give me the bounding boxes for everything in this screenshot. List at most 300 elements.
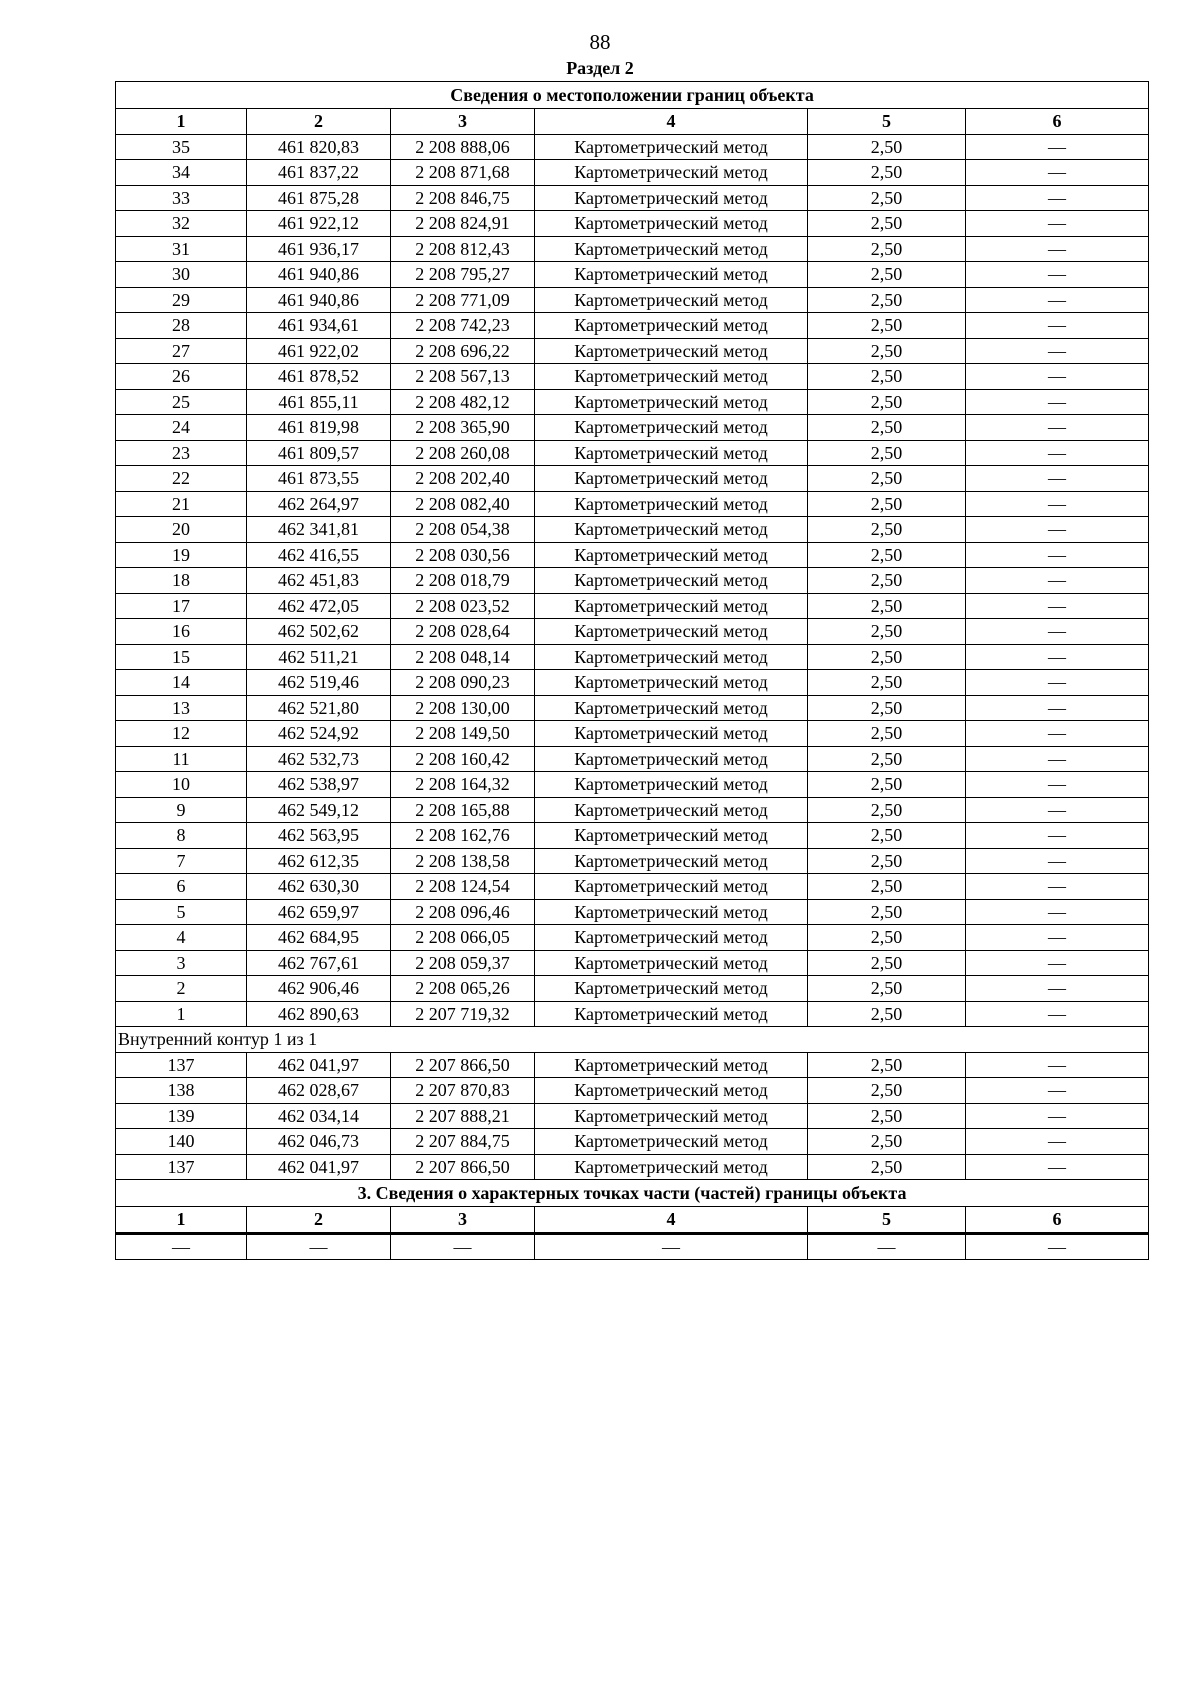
column-header-1: 1: [116, 1207, 247, 1234]
table-cell-col-6: —: [966, 389, 1149, 415]
table-row: [116, 823, 1149, 849]
table-cell-col-3: 2 208 365,90: [391, 415, 535, 441]
table-cell-col-2: 462 511,21: [247, 644, 391, 670]
table-cell-col-6: —: [966, 950, 1149, 976]
table-cell-col-4: Картометрический метод: [535, 976, 808, 1002]
table-cell-col-2: 462 630,30: [247, 874, 391, 900]
table-cell-col-6: —: [966, 364, 1149, 390]
table-row: [116, 517, 1149, 543]
table-cell-col-1: 18: [116, 568, 247, 594]
table-cell-col-6: —: [966, 695, 1149, 721]
table-row: [116, 440, 1149, 466]
table-row: [116, 185, 1149, 211]
table-cell-col-2: 462 684,95: [247, 925, 391, 951]
table-cell-col-2: 461 940,86: [247, 262, 391, 288]
table-row: [116, 211, 1149, 237]
section3-header-row: [116, 1207, 1149, 1234]
table-cell-col-5: 2,50: [808, 211, 966, 237]
table-cell-col-3: 2 208 059,37: [391, 950, 535, 976]
table-cell-col-1: 137: [116, 1154, 247, 1180]
table-cell-col-5: 2,50: [808, 262, 966, 288]
table-cell-col-2: 461 922,02: [247, 338, 391, 364]
table-cell-col-5: 2,50: [808, 976, 966, 1002]
table-cell-col-4: Картометрический метод: [535, 568, 808, 594]
table-cell-col-4: Картометрический метод: [535, 950, 808, 976]
table-cell-col-6: —: [966, 772, 1149, 798]
table-cell-col-2: 461 936,17: [247, 236, 391, 262]
table-cell-col-5: 2,50: [808, 1078, 966, 1104]
table-cell-col-5: 2,50: [808, 287, 966, 313]
table-cell-col-6: —: [966, 211, 1149, 237]
table-cell-col-1: 25: [116, 389, 247, 415]
table-cell-col-4: Картометрический метод: [535, 925, 808, 951]
table-row: [116, 1233, 1149, 1260]
table-cell-col-1: 12: [116, 721, 247, 747]
table-cell-col-2: 461 934,61: [247, 313, 391, 339]
table-cell-col-2: 461 922,12: [247, 211, 391, 237]
table-cell-col-3: 2 208 771,09: [391, 287, 535, 313]
table-row: [116, 262, 1149, 288]
table-cell-col-3: 2 208 149,50: [391, 721, 535, 747]
table-cell-col-2: 461 878,52: [247, 364, 391, 390]
table-row: [116, 466, 1149, 492]
table-cell-col-2: 462 472,05: [247, 593, 391, 619]
table-cell-col-5: 2,50: [808, 466, 966, 492]
table-cell-col-3: 2 208 030,56: [391, 542, 535, 568]
column-header-2: 2: [247, 1207, 391, 1234]
table-cell-col-4: Картометрический метод: [535, 134, 808, 160]
table-cell-col-1: 138: [116, 1078, 247, 1104]
table-cell-col-5: 2,50: [808, 1001, 966, 1027]
table-cell-col-3: 2 208 048,14: [391, 644, 535, 670]
table-row: [116, 338, 1149, 364]
table-cell-col-1: 140: [116, 1129, 247, 1155]
table-cell-col-2: 462 028,67: [247, 1078, 391, 1104]
table-cell-col-1: 19: [116, 542, 247, 568]
table-cell-col-6: —: [966, 823, 1149, 849]
table-cell-col-1: 28: [116, 313, 247, 339]
table-cell-col-5: 2,50: [808, 1154, 966, 1180]
table-cell-col-3: 2 208 018,79: [391, 568, 535, 594]
table-cell-col-1: 8: [116, 823, 247, 849]
table-row: [116, 287, 1149, 313]
table-cell-col-4: —: [535, 1233, 808, 1260]
table-cell-col-3: 2 208 082,40: [391, 491, 535, 517]
table-row: [116, 134, 1149, 160]
table-cell-col-6: —: [966, 568, 1149, 594]
table-cell-col-1: 137: [116, 1052, 247, 1078]
table-cell-col-4: Картометрический метод: [535, 1129, 808, 1155]
table-cell-col-1: 33: [116, 185, 247, 211]
table-cell-col-5: 2,50: [808, 542, 966, 568]
table-cell-col-1: —: [116, 1233, 247, 1260]
table-cell-col-3: 2 208 065,26: [391, 976, 535, 1002]
table-cell-col-5: 2,50: [808, 695, 966, 721]
table-cell-col-4: Картометрический метод: [535, 313, 808, 339]
table-cell-col-4: Картометрический метод: [535, 287, 808, 313]
table-cell-col-5: 2,50: [808, 364, 966, 390]
table-cell-col-4: Картометрический метод: [535, 236, 808, 262]
table-cell-col-5: 2,50: [808, 415, 966, 441]
table-cell-col-3: 2 208 090,23: [391, 670, 535, 696]
table-cell-col-5: 2,50: [808, 619, 966, 645]
table-cell-col-6: —: [966, 160, 1149, 186]
table-cell-col-2: 462 264,97: [247, 491, 391, 517]
table-row: [116, 236, 1149, 262]
table-cell-col-1: 9: [116, 797, 247, 823]
table-cell-col-6: —: [966, 1233, 1149, 1260]
table-cell-col-5: 2,50: [808, 185, 966, 211]
table-cell-col-4: Картометрический метод: [535, 185, 808, 211]
table-cell-col-2: 461 837,22: [247, 160, 391, 186]
table-row: [116, 746, 1149, 772]
table-cell-col-6: —: [966, 619, 1149, 645]
table-cell-col-4: Картометрический метод: [535, 1154, 808, 1180]
table-cell-col-2: 461 873,55: [247, 466, 391, 492]
table-cell-col-2: 462 532,73: [247, 746, 391, 772]
table-cell-col-3: 2 208 162,76: [391, 823, 535, 849]
table-cell-col-5: 2,50: [808, 313, 966, 339]
table-cell-col-4: Картометрический метод: [535, 695, 808, 721]
table-cell-col-6: —: [966, 236, 1149, 262]
table-cell-col-3: 2 208 482,12: [391, 389, 535, 415]
table-cell-col-1: 6: [116, 874, 247, 900]
table-cell-col-1: 2: [116, 976, 247, 1002]
table-cell-col-5: 2,50: [808, 644, 966, 670]
table-cell-col-5: 2,50: [808, 848, 966, 874]
table-cell-col-1: 34: [116, 160, 247, 186]
table-cell-col-6: —: [966, 415, 1149, 441]
table-cell-col-2: 462 041,97: [247, 1154, 391, 1180]
table-row: [116, 899, 1149, 925]
table-cell-col-4: Картометрический метод: [535, 1078, 808, 1104]
table-cell-col-2: 462 046,73: [247, 1129, 391, 1155]
table-cell-col-1: 10: [116, 772, 247, 798]
table-cell-col-3: 2 208 165,88: [391, 797, 535, 823]
table-cell-col-6: —: [966, 134, 1149, 160]
table-cell-col-3: 2 208 164,32: [391, 772, 535, 798]
table-cell-col-5: 2,50: [808, 925, 966, 951]
table-cell-col-6: —: [966, 976, 1149, 1002]
table-cell-col-4: Картометрический метод: [535, 823, 808, 849]
section-title: Раздел 2: [566, 58, 634, 78]
table-row: [116, 1078, 1149, 1104]
table-cell-col-3: 2 208 846,75: [391, 185, 535, 211]
table-cell-col-4: Картометрический метод: [535, 542, 808, 568]
table-cell-col-1: 31: [116, 236, 247, 262]
table-cell-col-5: 2,50: [808, 1103, 966, 1129]
table-cell-col-6: —: [966, 1103, 1149, 1129]
column-header-5: 5: [808, 109, 966, 135]
table-cell-col-4: Картометрический метод: [535, 772, 808, 798]
table-cell-col-4: Картометрический метод: [535, 1001, 808, 1027]
table-cell-col-2: 462 416,55: [247, 542, 391, 568]
column-header-1: 1: [116, 109, 247, 135]
table-cell-col-1: 22: [116, 466, 247, 492]
table-cell-col-6: —: [966, 874, 1149, 900]
table-cell-col-6: —: [966, 670, 1149, 696]
table-cell-col-5: 2,50: [808, 160, 966, 186]
table-cell-col-2: 461 940,86: [247, 287, 391, 313]
page-number: 88: [589, 30, 611, 54]
table-cell-col-4: Картометрический метод: [535, 797, 808, 823]
table-row: [116, 542, 1149, 568]
table-cell-col-3: 2 208 260,08: [391, 440, 535, 466]
table-row: [116, 670, 1149, 696]
table-cell-col-5: 2,50: [808, 823, 966, 849]
table-cell-col-4: Картометрический метод: [535, 262, 808, 288]
table-cell-col-3: 2 208 160,42: [391, 746, 535, 772]
table-cell-col-2: 462 659,97: [247, 899, 391, 925]
table-cell-col-4: Картометрический метод: [535, 517, 808, 543]
table-cell-col-3: 2 208 028,64: [391, 619, 535, 645]
table-cell-col-5: 2,50: [808, 440, 966, 466]
table-cell-col-1: 21: [116, 491, 247, 517]
table-caption: Сведения о местоположении границ объекта: [116, 82, 1149, 109]
table-row: [116, 415, 1149, 441]
table-cell-col-3: 2 208 871,68: [391, 160, 535, 186]
table-cell-col-5: —: [808, 1233, 966, 1260]
table-cell-col-3: 2 208 824,91: [391, 211, 535, 237]
table-cell-col-1: 14: [116, 670, 247, 696]
table-cell-col-2: 462 519,46: [247, 670, 391, 696]
table-cell-col-2: 461 809,57: [247, 440, 391, 466]
table-cell-col-6: —: [966, 593, 1149, 619]
table-cell-col-3: 2 207 870,83: [391, 1078, 535, 1104]
table-cell-col-3: —: [391, 1233, 535, 1260]
table-cell-col-5: 2,50: [808, 797, 966, 823]
table-cell-col-1: 29: [116, 287, 247, 313]
table-cell-col-4: Картометрический метод: [535, 160, 808, 186]
table-cell-col-3: 2 207 866,50: [391, 1154, 535, 1180]
table-cell-col-5: 2,50: [808, 721, 966, 747]
table-cell-col-1: 17: [116, 593, 247, 619]
table-cell-col-3: 2 208 066,05: [391, 925, 535, 951]
table-cell-col-4: Картометрический метод: [535, 440, 808, 466]
table-cell-col-5: 2,50: [808, 338, 966, 364]
table-cell-col-2: 462 034,14: [247, 1103, 391, 1129]
boundary-table: [115, 81, 1149, 1260]
table-cell-col-6: —: [966, 721, 1149, 747]
table-cell-col-3: 2 208 130,00: [391, 695, 535, 721]
table-cell-col-4: Картометрический метод: [535, 415, 808, 441]
table-cell-col-4: Картометрический метод: [535, 338, 808, 364]
table-cell-col-1: 3: [116, 950, 247, 976]
table-cell-col-3: 2 208 812,43: [391, 236, 535, 262]
table-cell-col-6: —: [966, 1001, 1149, 1027]
table-cell-col-6: —: [966, 491, 1149, 517]
table-cell-col-4: Картометрический метод: [535, 848, 808, 874]
table-cell-col-1: 11: [116, 746, 247, 772]
table-cell-col-5: 2,50: [808, 568, 966, 594]
table-cell-col-4: Картометрический метод: [535, 364, 808, 390]
section3-caption-row: [116, 1180, 1149, 1207]
table-cell-col-5: 2,50: [808, 134, 966, 160]
table-cell-col-3: 2 208 795,27: [391, 262, 535, 288]
table-cell-col-4: Картометрический метод: [535, 619, 808, 645]
table-cell-col-4: Картометрический метод: [535, 746, 808, 772]
table-row: [116, 721, 1149, 747]
table-cell-col-1: 20: [116, 517, 247, 543]
table-cell-col-2: 461 819,98: [247, 415, 391, 441]
table-row: [116, 976, 1149, 1002]
table-cell-col-1: 1: [116, 1001, 247, 1027]
table-cell-col-4: Картометрический метод: [535, 1103, 808, 1129]
table-cell-col-3: 2 208 888,06: [391, 134, 535, 160]
table-cell-col-4: Картометрический метод: [535, 211, 808, 237]
column-header-3: 3: [391, 1207, 535, 1234]
table-cell-col-2: 462 549,12: [247, 797, 391, 823]
table-cell-col-3: 2 208 138,58: [391, 848, 535, 874]
table-cell-col-4: Картометрический метод: [535, 593, 808, 619]
inner-contour-label-row: [116, 1027, 1149, 1053]
table-row: [116, 1001, 1149, 1027]
table-cell-col-3: 2 207 888,21: [391, 1103, 535, 1129]
table-cell-col-1: 35: [116, 134, 247, 160]
column-header-6: 6: [966, 1207, 1149, 1234]
table-cell-col-1: 139: [116, 1103, 247, 1129]
table-cell-col-3: 2 207 884,75: [391, 1129, 535, 1155]
table-row: [116, 160, 1149, 186]
table-cell-col-2: 462 451,83: [247, 568, 391, 594]
table-cell-col-1: 30: [116, 262, 247, 288]
table-row: [116, 1052, 1149, 1078]
table-cell-col-5: 2,50: [808, 517, 966, 543]
table-row: [116, 1129, 1149, 1155]
table-cell-col-1: 7: [116, 848, 247, 874]
table-cell-col-4: Картометрический метод: [535, 1052, 808, 1078]
table-cell-col-2: —: [247, 1233, 391, 1260]
table-cell-col-6: —: [966, 517, 1149, 543]
table-cell-col-3: 2 208 696,22: [391, 338, 535, 364]
table-row: [116, 925, 1149, 951]
column-header-6: 6: [966, 109, 1149, 135]
table-cell-col-6: —: [966, 1052, 1149, 1078]
table-cell-col-6: —: [966, 925, 1149, 951]
table-cell-col-1: 27: [116, 338, 247, 364]
table-cell-col-2: 462 767,61: [247, 950, 391, 976]
table-row: [116, 874, 1149, 900]
table-cell-col-1: 26: [116, 364, 247, 390]
table-cell-col-5: 2,50: [808, 874, 966, 900]
table-cell-col-4: Картометрический метод: [535, 899, 808, 925]
table-cell-col-6: —: [966, 338, 1149, 364]
table-cell-col-6: —: [966, 644, 1149, 670]
table-cell-col-4: Картометрический метод: [535, 389, 808, 415]
table-cell-col-2: 462 563,95: [247, 823, 391, 849]
table-cell-col-4: Картометрический метод: [535, 874, 808, 900]
table-cell-col-6: —: [966, 1078, 1149, 1104]
table-row: [116, 1103, 1149, 1129]
table-cell-col-2: 461 855,11: [247, 389, 391, 415]
table-cell-col-1: 23: [116, 440, 247, 466]
table-cell-col-6: —: [966, 848, 1149, 874]
table-cell-col-6: —: [966, 262, 1149, 288]
table-cell-col-6: —: [966, 440, 1149, 466]
table-cell-col-2: 462 906,46: [247, 976, 391, 1002]
table-cell-col-3: 2 208 202,40: [391, 466, 535, 492]
table-cell-col-2: 462 521,80: [247, 695, 391, 721]
table-cell-col-3: 2 208 096,46: [391, 899, 535, 925]
table-cell-col-6: —: [966, 1154, 1149, 1180]
column-header-4: 4: [535, 109, 808, 135]
table-row: [116, 797, 1149, 823]
table-cell-col-5: 2,50: [808, 899, 966, 925]
table-cell-col-6: —: [966, 746, 1149, 772]
table-cell-col-1: 32: [116, 211, 247, 237]
table-cell-col-1: 16: [116, 619, 247, 645]
table-cell-col-5: 2,50: [808, 950, 966, 976]
column-header-2: 2: [247, 109, 391, 135]
table-cell-col-1: 13: [116, 695, 247, 721]
table-cell-col-6: —: [966, 466, 1149, 492]
table-row: [116, 619, 1149, 645]
table-row: [116, 644, 1149, 670]
table-cell-col-6: —: [966, 797, 1149, 823]
table-cell-col-4: Картометрический метод: [535, 721, 808, 747]
table-cell-col-6: —: [966, 185, 1149, 211]
table-cell-col-6: —: [966, 899, 1149, 925]
table-cell-col-5: 2,50: [808, 491, 966, 517]
table-cell-col-5: 2,50: [808, 1052, 966, 1078]
table-cell-col-2: 462 341,81: [247, 517, 391, 543]
table-cell-col-4: Картометрический метод: [535, 491, 808, 517]
table-cell-col-2: 461 820,83: [247, 134, 391, 160]
table-cell-col-3: 2 208 054,38: [391, 517, 535, 543]
column-header-5: 5: [808, 1207, 966, 1234]
table-cell-col-2: 462 524,92: [247, 721, 391, 747]
boundary-table-body: [116, 82, 1149, 1260]
table-row: [116, 772, 1149, 798]
table-cell-col-5: 2,50: [808, 746, 966, 772]
table-cell-col-1: 24: [116, 415, 247, 441]
table-cell-col-3: 2 208 124,54: [391, 874, 535, 900]
table-row: [116, 491, 1149, 517]
column-header-4: 4: [535, 1207, 808, 1234]
table-cell-col-2: 462 502,62: [247, 619, 391, 645]
column-header-3: 3: [391, 109, 535, 135]
table-row: [116, 1154, 1149, 1180]
table-cell-col-2: 462 890,63: [247, 1001, 391, 1027]
table-row: [116, 568, 1149, 594]
table-cell-col-1: 4: [116, 925, 247, 951]
table-row: [116, 313, 1149, 339]
table-cell-col-3: 2 208 567,13: [391, 364, 535, 390]
table-cell-col-6: —: [966, 287, 1149, 313]
table-cell-col-5: 2,50: [808, 1129, 966, 1155]
table-cell-col-2: 462 538,97: [247, 772, 391, 798]
table-cell-col-2: 461 875,28: [247, 185, 391, 211]
table-cell-col-1: 5: [116, 899, 247, 925]
table-cell-col-4: Картометрический метод: [535, 644, 808, 670]
table-cell-col-3: 2 207 719,32: [391, 1001, 535, 1027]
table-row: [116, 950, 1149, 976]
table-cell-col-5: 2,50: [808, 389, 966, 415]
table-cell-col-4: Картометрический метод: [535, 466, 808, 492]
table-cell-col-5: 2,50: [808, 670, 966, 696]
table-cell-col-3: 2 208 023,52: [391, 593, 535, 619]
table-cell-col-5: 2,50: [808, 772, 966, 798]
table-row: [116, 593, 1149, 619]
table-cell-col-6: —: [966, 313, 1149, 339]
table-cell-col-2: 462 612,35: [247, 848, 391, 874]
table-row: [116, 848, 1149, 874]
table-cell-col-1: 15: [116, 644, 247, 670]
table-row: [116, 389, 1149, 415]
column-header-row: [116, 109, 1149, 135]
table-cell-col-6: —: [966, 542, 1149, 568]
table-cell-col-4: Картометрический метод: [535, 670, 808, 696]
